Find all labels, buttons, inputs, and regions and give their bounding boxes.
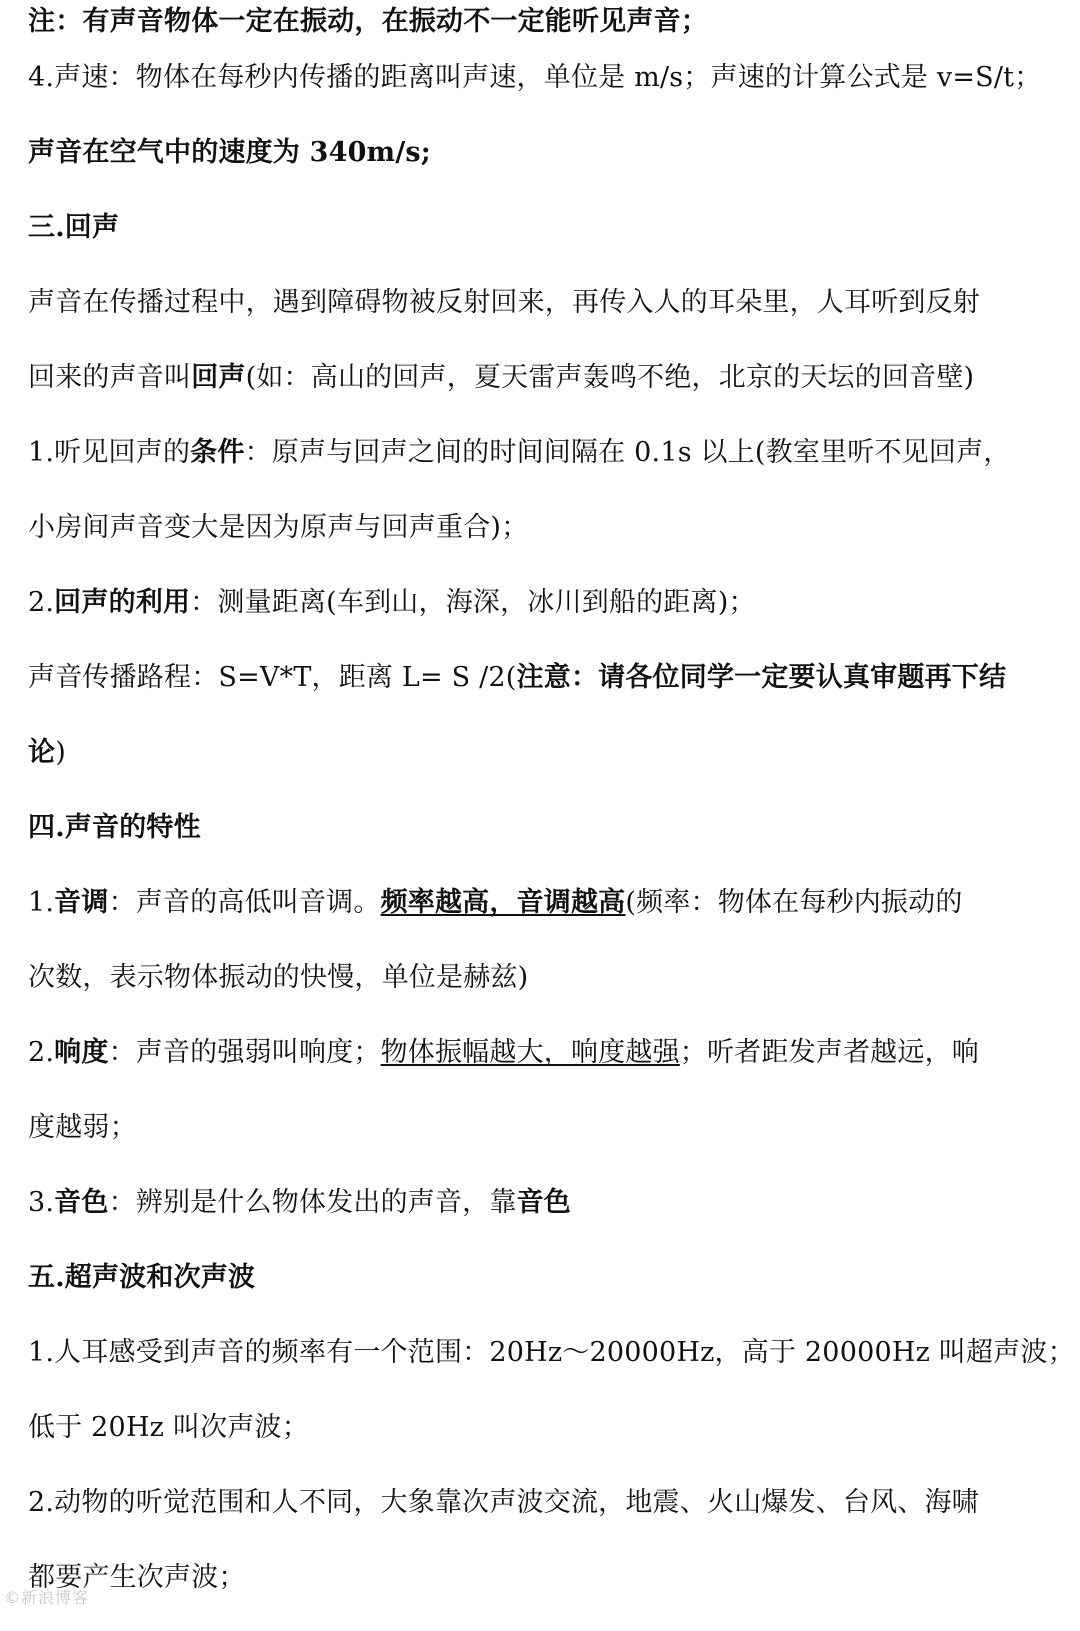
air-speed-line <box>28 131 1048 206</box>
loudness-distance-text: ；听者距发声者越远，响 <box>679 1037 979 1068</box>
section-echo-title: 三.回声 <box>28 212 120 243</box>
frequency-definition: (频率：物体在每秒内振动的 <box>625 887 963 918</box>
echo-term: 回声 <box>191 362 246 393</box>
sound-speed-text: 4.声速：物体在每秒内传播的距离叫声速，单位是 m/s；声速的计算公式是 v=S/t； <box>28 62 1042 93</box>
loudness-line-2 <box>28 1106 1048 1181</box>
timbre-term: 音色 <box>54 1187 109 1218</box>
condition-term: 条件 <box>190 437 245 468</box>
echo-condition-text: ：原声与回声之间的时间间隔在 0.1s 以上(教室里听不见回声， <box>244 437 1011 468</box>
hearing-range-line-2 <box>28 1406 1048 1481</box>
timbre-term-2: 音色 <box>516 1187 571 1218</box>
loudness-term: 响度 <box>54 1037 109 1068</box>
section-characteristics-title: 四.声音的特性 <box>28 812 201 843</box>
pitch-rule: 频率越高，音调越高 <box>380 887 626 918</box>
echo-condition-text-2: 小房间声音变大是因为原声与回声重合)； <box>28 512 529 543</box>
section-ultrasound-title: 五.超声波和次声波 <box>28 1262 256 1293</box>
loudness-definition: ：声音的强弱叫响度； <box>108 1037 381 1068</box>
timbre-line <box>28 1181 1048 1256</box>
echo-condition-line-2 <box>28 506 1048 581</box>
section-ultrasound-heading <box>28 1256 1048 1331</box>
air-speed-text: 声音在空气中的速度为 340m/s; <box>28 137 431 168</box>
path-formula-text: 声音传播路程：S=V*T，距离 L= S /2( <box>28 662 517 693</box>
loudness-number: 2. <box>28 1037 55 1068</box>
echo-definition-text-1: 声音在传播过程中，遇到障碍物被反射回来，再传入人的耳朵里，人耳听到反射 <box>28 287 980 318</box>
loudness-distance-text-2: 度越弱； <box>28 1112 137 1143</box>
echo-use-number: 2. <box>28 587 55 618</box>
conclusion-paren: ) <box>55 737 66 768</box>
hearing-range-text-1: 1.人耳感受到声音的频率有一个范围：20Hz～20000Hz，高于 20000Hz 叫超声波； <box>28 1337 1075 1368</box>
document-page <box>28 0 1075 1631</box>
pitch-number: 1. <box>28 887 55 918</box>
animal-hearing-line-2 <box>28 1556 1048 1631</box>
section-echo-heading <box>28 206 1048 281</box>
section-characteristics-heading <box>28 806 1048 881</box>
animal-hearing-text-2: 都要产生次声波； <box>28 1562 246 1593</box>
loudness-rule: 物体振幅越大，响度越强 <box>380 1037 680 1068</box>
frequency-definition-2: 次数，表示物体振动的快慢，单位是赫兹) <box>28 962 529 993</box>
echo-definition-line-1 <box>28 281 1048 356</box>
path-formula-line <box>28 656 1048 731</box>
pitch-line-1 <box>28 881 1048 956</box>
animal-hearing-line-1 <box>28 1481 1048 1556</box>
echo-definition-text-2a: 回来的声音叫 <box>28 362 192 393</box>
pitch-term: 音调 <box>54 887 109 918</box>
echo-use-line <box>28 581 1048 656</box>
echo-definition-line-2 <box>28 356 1048 431</box>
hearing-range-line-1 <box>28 1331 1075 1406</box>
echo-use-text: ：测量距离(车到山，海深，冰川到船的距离)； <box>190 587 756 618</box>
timbre-definition: ：辨别是什么物体发出的声音，靠 <box>108 1187 517 1218</box>
attention-text: 注意：请各位同学一定要认真审题再下结 <box>516 662 1007 693</box>
echo-condition-line-1 <box>28 431 1048 506</box>
echo-condition-prefix: 1.听见回声的 <box>28 437 191 468</box>
loudness-line-1 <box>28 1031 1048 1106</box>
conclusion-word: 论 <box>28 737 56 768</box>
sound-speed-line <box>28 56 1048 131</box>
pitch-definition: ：声音的高低叫音调。 <box>108 887 381 918</box>
watermark: ©新浪博客 <box>4 1588 90 1607</box>
timbre-number: 3. <box>28 1187 55 1218</box>
echo-examples-text: (如：高山的回声，夏天雷声轰鸣不绝，北京的天坛的回音壁) <box>245 362 975 393</box>
note-text: 注：有声音物体一定在振动，在振动不一定能听见声音； <box>28 6 708 37</box>
conclusion-line <box>28 731 1048 806</box>
note-line <box>28 0 1048 56</box>
echo-use-term: 回声的利用 <box>54 587 191 618</box>
hearing-range-text-2: 低于 20Hz 叫次声波； <box>28 1412 309 1443</box>
animal-hearing-text-1: 2.动物的听觉范围和人不同，大象靠次声波交流，地震、火山爆发、台风、海啸 <box>28 1487 979 1518</box>
pitch-line-2 <box>28 956 1048 1031</box>
